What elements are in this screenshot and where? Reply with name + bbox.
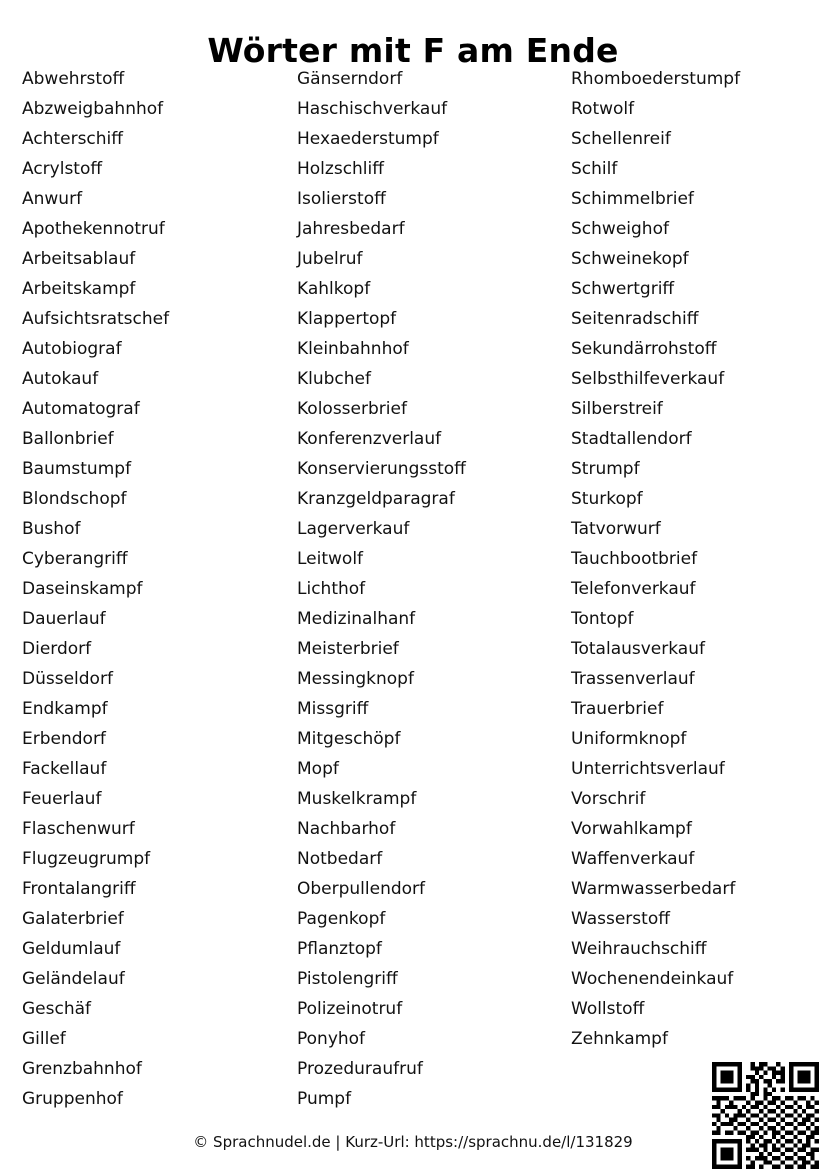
word-item: Galaterbrief (22, 909, 124, 929)
word-item: Tauchbootbrief (571, 549, 698, 569)
word-item: Meisterbrief (297, 639, 399, 659)
footer-credit: © Sprachnudel.de | Kurz-Url: https://sprachnu.de/l/131829 (193, 1133, 633, 1151)
word-item: Ballonbrief (22, 429, 114, 449)
word-item: Strumpf (571, 459, 640, 479)
word-item: Konservierungsstoff (297, 459, 466, 479)
word-item: Dierdorf (22, 639, 92, 659)
word-item: Rotwolf (571, 99, 635, 119)
word-item: Acrylstoff (22, 159, 103, 179)
word-item: Notbedarf (297, 849, 383, 869)
word-item: Wasserstoff (571, 909, 670, 929)
word-item: Totalausverkauf (571, 639, 705, 659)
word-item: Geldumlauf (22, 939, 121, 959)
word-item: Prozeduraufruf (297, 1059, 423, 1079)
word-item: Schellenreif (571, 129, 671, 149)
word-item: Leitwolf (297, 549, 364, 569)
word-item: Abwehrstoff (22, 69, 125, 89)
word-item: Kranzgeldparagraf (297, 489, 455, 509)
word-item: Medizinalhanf (297, 609, 416, 629)
word-item: Arbeitskampf (22, 279, 136, 299)
word-item: Apothekennotruf (22, 219, 165, 239)
word-item: Polizeinotruf (297, 999, 403, 1019)
word-column-3 (549, 64, 826, 1054)
word-item: Schilf (571, 159, 618, 179)
word-item: Autobiograf (22, 339, 122, 359)
word-item: Tatvorwurf (571, 519, 661, 539)
word-item: Vorwahlkampf (571, 819, 692, 839)
word-item: Uniformknopf (571, 729, 687, 749)
word-item: Gänserndorf (297, 69, 403, 89)
word-item: Flaschenwurf (22, 819, 135, 839)
word-item: Klubchef (297, 369, 372, 389)
word-item: Seitenradschiff (571, 309, 699, 329)
word-item: Anwurf (22, 189, 83, 209)
word-item: Schweinekopf (571, 249, 689, 269)
word-item: Lichthof (297, 579, 366, 599)
word-item: Jubelruf (297, 249, 363, 269)
word-item: Schwertgriff (571, 279, 675, 299)
word-item: Klappertopf (297, 309, 397, 329)
word-item: Daseinskampf (22, 579, 143, 599)
qr-code-icon (712, 1062, 819, 1169)
word-item: Fackellauf (22, 759, 107, 779)
word-item: Warmwasserbedarf (571, 879, 736, 899)
word-item: Pflanztopf (297, 939, 382, 959)
word-item: Pagenkopf (297, 909, 386, 929)
word-item: Lagerverkauf (297, 519, 410, 539)
word-item: Bushof (22, 519, 81, 539)
word-item: Silberstreif (571, 399, 663, 419)
word-item: Tontopf (571, 609, 634, 629)
word-item: Telefonverkauf (571, 579, 696, 599)
word-item: Frontalangriff (22, 879, 136, 899)
word-item: Selbsthilfeverkauf (571, 369, 725, 389)
word-item: Geschäf (22, 999, 92, 1019)
word-item: Kleinbahnhof (297, 339, 409, 359)
word-item: Stadtallendorf (571, 429, 692, 449)
word-item: Zehnkampf (571, 1029, 668, 1049)
word-item: Trassenverlauf (571, 669, 695, 689)
word-item: Abzweigbahnhof (22, 99, 164, 119)
word-item: Geländelauf (22, 969, 125, 989)
word-item: Aufsichtsratschef (22, 309, 170, 329)
word-item: Weihrauchschiff (571, 939, 707, 959)
word-item: Jahresbedarf (297, 219, 405, 239)
word-item: Pistolengriff (297, 969, 398, 989)
word-item: Waffenverkauf (571, 849, 695, 869)
word-item: Holzschliff (297, 159, 384, 179)
word-item: Endkampf (22, 699, 108, 719)
word-item: Flugzeugrumpf (22, 849, 151, 869)
word-item: Hexaederstumpf (297, 129, 439, 149)
word-item: Autokauf (22, 369, 99, 389)
word-item: Muskelkrampf (297, 789, 417, 809)
word-item: Düsseldorf (22, 669, 113, 689)
word-item: Achterschiff (22, 129, 123, 149)
word-item: Wochenendeinkauf (571, 969, 734, 989)
word-column-2 (275, 64, 549, 1114)
word-item: Kahlkopf (297, 279, 371, 299)
word-item: Pumpf (297, 1089, 352, 1109)
word-item: Konferenzverlauf (297, 429, 442, 449)
word-column-1 (0, 64, 275, 1114)
word-item: Messingknopf (297, 669, 414, 689)
word-item: Cyberangriff (22, 549, 128, 569)
word-item: Blondschopf (22, 489, 127, 509)
word-item: Vorschrif (571, 789, 646, 809)
word-item: Kolosserbrief (297, 399, 407, 419)
word-item: Haschischverkauf (297, 99, 448, 119)
word-item: Arbeitsablauf (22, 249, 136, 269)
word-item: Baumstumpf (22, 459, 132, 479)
word-item: Dauerlauf (22, 609, 106, 629)
word-item: Nachbarhof (297, 819, 396, 839)
word-item: Sturkopf (571, 489, 643, 509)
word-item: Trauerbrief (571, 699, 664, 719)
word-item: Schweighof (571, 219, 669, 239)
word-item: Sekundärrohstoff (571, 339, 717, 359)
word-item: Unterrichtsverlauf (571, 759, 725, 779)
word-item: Schimmelbrief (571, 189, 694, 209)
word-item: Automatograf (22, 399, 140, 419)
word-item: Isolierstoff (297, 189, 386, 209)
word-item: Grenzbahnhof (22, 1059, 142, 1079)
word-item: Gillef (22, 1029, 66, 1049)
word-item: Erbendorf (22, 729, 106, 749)
word-item: Rhomboederstumpf (571, 69, 741, 89)
page-title: Wörter mit F am Ende (207, 31, 619, 71)
word-item: Feuerlauf (22, 789, 102, 809)
word-item: Mitgeschöpf (297, 729, 401, 749)
word-item: Missgriff (297, 699, 369, 719)
word-list (0, 64, 826, 1114)
word-item: Gruppenhof (22, 1089, 123, 1109)
word-item: Ponyhof (297, 1029, 366, 1049)
word-item: Wollstoff (571, 999, 645, 1019)
word-item: Oberpullendorf (297, 879, 426, 899)
word-item: Mopf (297, 759, 339, 779)
